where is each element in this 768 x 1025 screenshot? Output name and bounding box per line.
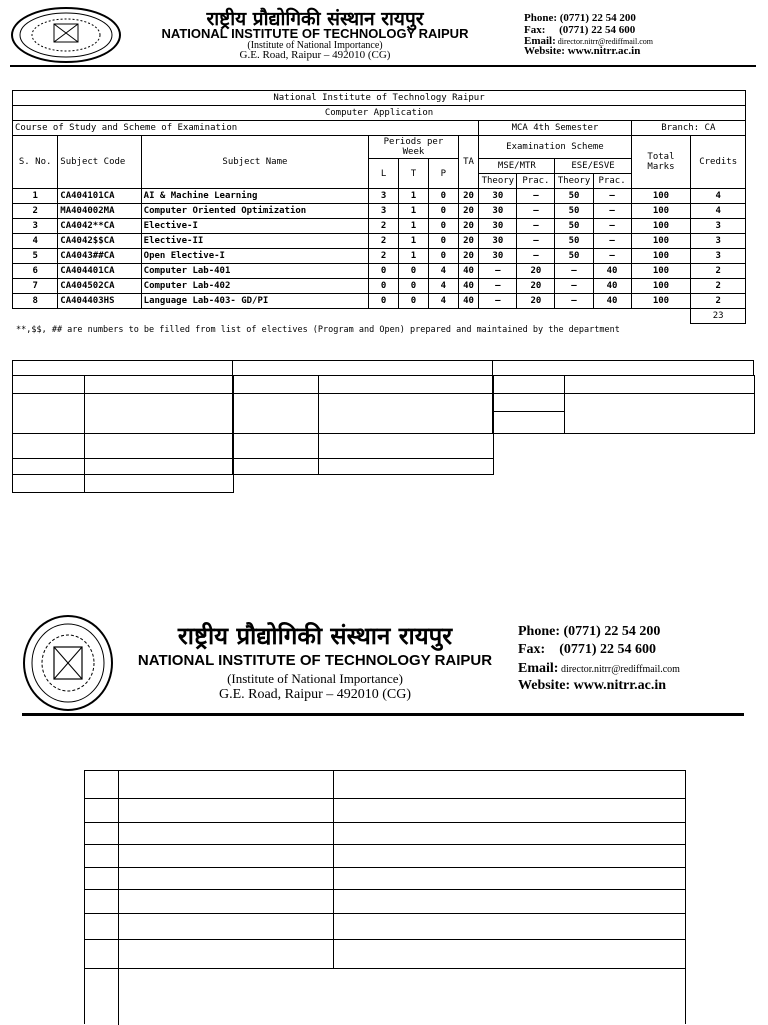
cell-ta: 20 [458,189,479,204]
cell-t: 1 [399,204,429,219]
cell-credits: 3 [691,234,746,249]
cell-sno: 7 [13,279,58,294]
cell-p: 4 [428,264,458,279]
cell-ese_th: 50 [555,189,593,204]
sig-div [564,375,565,434]
header-sno: S. No. [13,136,58,189]
row-divider [85,889,685,890]
header-mse-theory: Theory [479,174,517,189]
cell-code: CA4042$$CA [58,234,141,249]
institute-hindi-name: राष्ट्रीय प्रौद्योगिकी संस्थान रायपुर [206,8,424,30]
branch-label: Branch: CA [631,121,745,136]
cell-ta: 20 [458,219,479,234]
cell-ese_pr: 40 [593,279,631,294]
institute-hindi-name: राष्ट्रीय प्रौद्योगिकी संस्थान रायपुर [177,621,453,650]
cell-name: Elective-II [141,234,369,249]
cell-mse_pr: – [517,249,555,264]
cell-l: 3 [369,204,399,219]
sig-div [492,411,564,412]
scheme-table [12,90,746,324]
cell-ese_th: 50 [555,249,593,264]
table-row [13,264,746,279]
cell-total: 100 [631,219,691,234]
fax-line: Fax: (0771) 22 54 600 [518,642,657,657]
header-divider [10,65,756,67]
header-exam: Examination Scheme [479,136,631,159]
cell-ese_pr: – [593,189,631,204]
cell-code: CA404403HS [58,294,141,309]
cell-p: 0 [428,189,458,204]
cell-t: 0 [399,264,429,279]
cell-ese_th: – [555,264,593,279]
cell-ese_th: 50 [555,234,593,249]
cell-total: 100 [631,249,691,264]
sig-cell [232,375,494,394]
cell-code: CA404101CA [58,189,141,204]
header-periods: Periods per Week [369,136,459,159]
cell-mse_th: 30 [479,204,517,219]
header-code: Subject Code [58,136,141,189]
sig-div [492,360,493,376]
cell-ese_th: – [555,279,593,294]
cell-t: 1 [399,219,429,234]
table-row [13,279,746,294]
institute-address: G.E. Road, Raipur – 492010 (CG) [239,49,391,61]
phone-line: Phone: (0771) 22 54 200 [518,624,661,639]
row-divider [85,913,685,914]
cell-ese_pr: 40 [593,294,631,309]
cell-ese_th: 50 [555,219,593,234]
cell-mse_th: 30 [479,219,517,234]
cell-total: 100 [631,294,691,309]
cell-l: 0 [369,279,399,294]
cell-t: 0 [399,279,429,294]
header-ese-theory: Theory [555,174,593,189]
cell-credits: 2 [691,294,746,309]
cell-code: CA404502CA [58,279,141,294]
table-row [13,234,746,249]
website-line: Website: www.nitrr.ac.in [524,45,641,57]
header-total: Total Marks [631,136,691,189]
row-divider [85,939,685,940]
sig-cell [232,433,494,459]
table-row [13,204,746,219]
cell-sno: 1 [13,189,58,204]
cell-credits: 4 [691,189,746,204]
cell-ta: 20 [458,249,479,264]
cell-t: 1 [399,189,429,204]
cell-total: 100 [631,279,691,294]
blank-table [84,770,686,1024]
cell-name: Computer Lab-401 [141,264,369,279]
row-divider [85,798,685,799]
col-divider [118,771,119,1025]
cell-t: 0 [399,294,429,309]
cell-mse_th: 30 [479,249,517,264]
cell-sno: 3 [13,219,58,234]
header-l: L [369,159,399,189]
sig-cell [232,393,494,434]
sig-cell [12,393,234,434]
cell-mse_th: – [479,264,517,279]
table-row [13,294,746,309]
email-line: Email: director.nitrr@rediffmail.com [524,35,653,47]
table-row [13,219,746,234]
cell-sno: 5 [13,249,58,264]
institute-english-name: NATIONAL INSTITUTE OF TECHNOLOGY RAIPUR [161,26,469,41]
letterhead-top [0,0,768,68]
cell-ese_th: – [555,294,593,309]
row-divider [85,968,685,969]
cell-mse_pr: – [517,234,555,249]
cell-ta: 40 [458,279,479,294]
cell-code: CA4042**CA [58,219,141,234]
cell-mse_pr: 20 [517,264,555,279]
sig-div [84,375,85,493]
cell-mse_th: – [479,294,517,309]
sig-cell [12,433,234,459]
institute-subtitle: (Institute of National Importance) [247,40,383,51]
sig-div [232,360,233,376]
sig-cell [12,375,234,394]
sig-left [12,375,233,492]
cell-l: 0 [369,294,399,309]
cell-name: Computer Lab-402 [141,279,369,294]
institute-seal-logo [10,6,122,64]
cell-total: 100 [631,204,691,219]
institute-address: G.E. Road, Raipur – 492010 (CG) [218,687,412,702]
cell-mse_pr: – [517,189,555,204]
phone-line: Phone: (0771) 22 54 200 [524,12,636,24]
header-divider [22,713,744,716]
cell-name: Open Elective-I [141,249,369,264]
sig-cell [492,393,755,434]
cell-mse_th: 30 [479,234,517,249]
cell-name: AI & Machine Learning [141,189,369,204]
cell-credits: 2 [691,279,746,294]
cell-ta: 40 [458,294,479,309]
cell-ese_pr: – [593,204,631,219]
sig-div [318,375,319,475]
header-p: P [428,159,458,189]
table-row [13,249,746,264]
cell-total: 100 [631,264,691,279]
institute-english-name: NATIONAL INSTITUTE OF TECHNOLOGY RAIPUR [137,652,493,669]
cell-ta: 20 [458,234,479,249]
course-label: Course of Study and Scheme of Examination [13,121,479,136]
cell-name: Language Lab-403- GD/PI [141,294,369,309]
row-divider [85,844,685,845]
institute-subtitle: (Institute of National Importance) [227,671,403,686]
header-ese: ESE/ESVE [555,159,631,174]
cell-credits: 4 [691,204,746,219]
cell-name: Elective-I [141,219,369,234]
cell-sno: 6 [13,264,58,279]
cell-p: 0 [428,249,458,264]
header-mse-prac: Prac. [517,174,555,189]
cell-mse_pr: – [517,204,555,219]
sig-cell [12,458,234,475]
cell-p: 0 [428,234,458,249]
sig-cell [232,458,494,475]
cell-ta: 40 [458,264,479,279]
cell-t: 1 [399,249,429,264]
cell-code: CA404401CA [58,264,141,279]
sig-cell [12,474,234,493]
institute-row: National Institute of Technology Raipur [13,91,746,106]
header-mse: MSE/MTR [479,159,555,174]
cell-mse_pr: – [517,219,555,234]
cell-t: 1 [399,234,429,249]
cell-l: 0 [369,264,399,279]
cell-name: Computer Oriented Optimization [141,204,369,219]
cell-ese_pr: 40 [593,264,631,279]
cell-ese_pr: – [593,249,631,264]
website-line: Website: www.nitrr.ac.in [518,678,667,693]
cell-l: 3 [369,189,399,204]
header-t: T [399,159,429,189]
cell-ese_th: 50 [555,204,593,219]
program-row: Computer Application [13,106,746,121]
cell-p: 4 [428,279,458,294]
header-ta: TA [458,136,479,189]
cell-l: 2 [369,249,399,264]
cell-l: 2 [369,234,399,249]
cell-p: 0 [428,204,458,219]
cell-code: CA4043##CA [58,249,141,264]
cell-mse_th: 30 [479,189,517,204]
cell-ta: 20 [458,204,479,219]
semester-label: MCA 4th Semester [479,121,631,136]
cell-sno: 4 [13,234,58,249]
sig-cell [492,375,755,394]
cell-code: MA404002MA [58,204,141,219]
cell-p: 4 [428,294,458,309]
cell-mse_th: – [479,279,517,294]
table-row [13,189,746,204]
cell-mse_pr: 20 [517,294,555,309]
row-divider [85,867,685,868]
cell-sno: 2 [13,204,58,219]
institute-seal-logo [22,613,114,713]
electives-note: **,$$, ## are numbers to be filled from list of electives (Program and Open) prepared and maintained by the department [16,325,620,335]
cell-l: 2 [369,219,399,234]
row-divider [85,822,685,823]
header-credits: Credits [691,136,746,189]
letterhead-bottom [0,605,768,720]
cell-total: 100 [631,234,691,249]
cell-total: 100 [631,189,691,204]
cell-ese_pr: – [593,219,631,234]
header-name: Subject Name [141,136,369,189]
total-credits: 23 [691,309,746,324]
sig-top-row [12,360,754,376]
cell-credits: 2 [691,264,746,279]
cell-mse_pr: 20 [517,279,555,294]
cell-ese_pr: – [593,234,631,249]
cell-credits: 3 [691,219,746,234]
cell-sno: 8 [13,294,58,309]
email-line: Email: director.nitrr@rediffmail.com [518,661,680,676]
spacer [13,309,691,324]
cell-p: 0 [428,219,458,234]
fax-line: Fax: (0771) 22 54 600 [524,24,636,36]
cell-credits: 3 [691,249,746,264]
header-ese-prac: Prac. [593,174,631,189]
